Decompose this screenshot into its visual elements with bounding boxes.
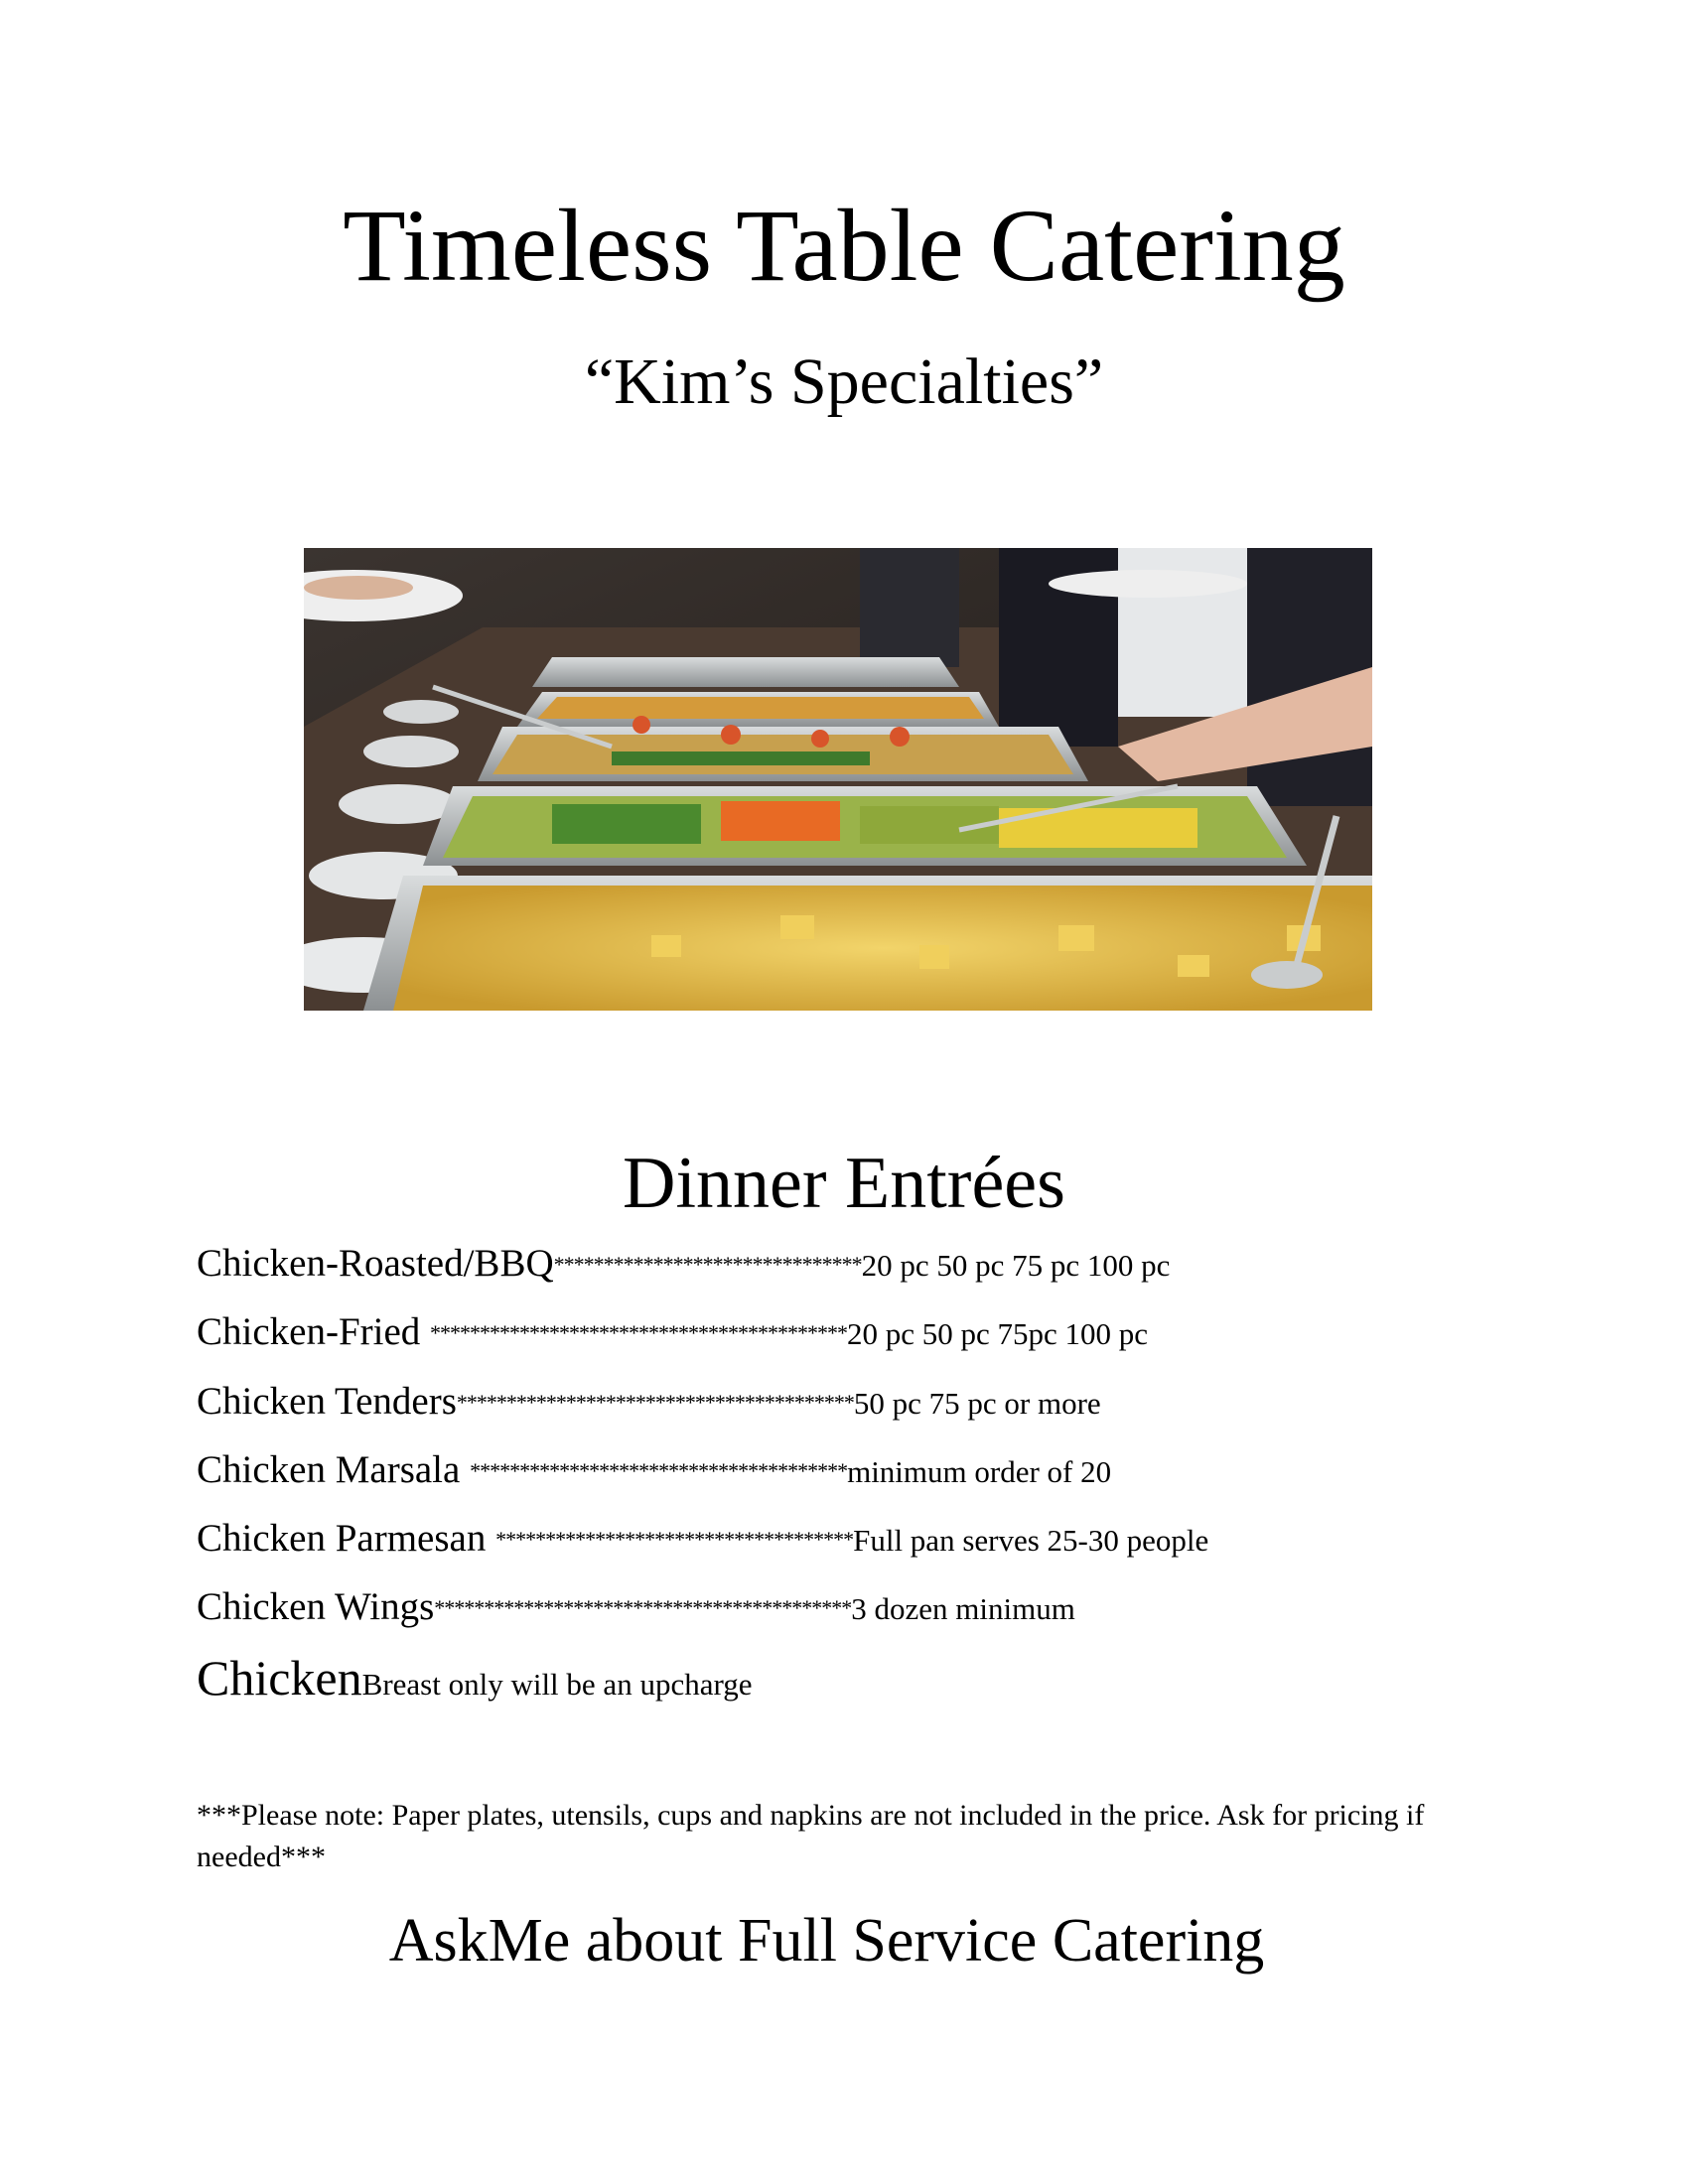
menu-item-dots: ****************************************** [430,1320,848,1345]
menu-item [197,1312,1148,1351]
menu-item [197,1450,1111,1489]
menu-item [197,1650,753,1706]
pricing-note: ***Please note: Paper plates, utensils, cups and napkins are not included in the price. Ask for pricing if needed*** [197,1799,1425,1873]
full-service-callout: AskMe about Full Service Catering [388,1907,1265,1975]
menu-item [197,1587,1075,1626]
page-subtitle: “Kim’s Specialties” [584,345,1104,418]
menu-item-detail: 3 dozen minimum [851,1591,1075,1626]
buffet-photo [304,548,1372,1011]
section-title: Dinner Entrées [623,1143,1065,1224]
menu-item-dots: ******************************* [553,1252,862,1277]
menu-item-name: Chicken-Fried [197,1310,431,1353]
menu-item-detail: 50 pc 75 pc or more [853,1386,1101,1421]
menu-item-detail: 20 pc 50 pc 75pc 100 pc [847,1316,1149,1351]
menu-item-dots: ************************************ [495,1527,854,1552]
page-title: Timeless Table Catering [343,189,1345,303]
menu-item-detail: Breast only will be an upcharge [361,1667,753,1702]
menu-item-name: Chicken-Roasted/BBQ [197,1242,554,1285]
menu-item-name: Chicken Tenders [197,1380,457,1423]
menu-item-name: Chicken [197,1650,362,1706]
menu-item-name: Chicken Marsala [197,1448,471,1491]
menu-item-dots: ****************************************** [434,1595,852,1620]
menu-item-detail: 20 pc 50 pc 75 pc 100 pc [861,1248,1171,1283]
menu-item-detail: Full pan serves 25-30 people [853,1523,1209,1558]
menu-item [197,1244,1170,1283]
menu-item-name: Chicken Wings [197,1585,435,1628]
menu-item [197,1382,1101,1421]
menu-item [197,1519,1208,1558]
menu-item-dots: **************************************** [456,1390,854,1415]
menu-item-detail: minimum order of 20 [847,1454,1112,1489]
menu-item-dots: ************************************** [470,1458,848,1483]
menu-item-name: Chicken Parmesan [197,1517,496,1560]
